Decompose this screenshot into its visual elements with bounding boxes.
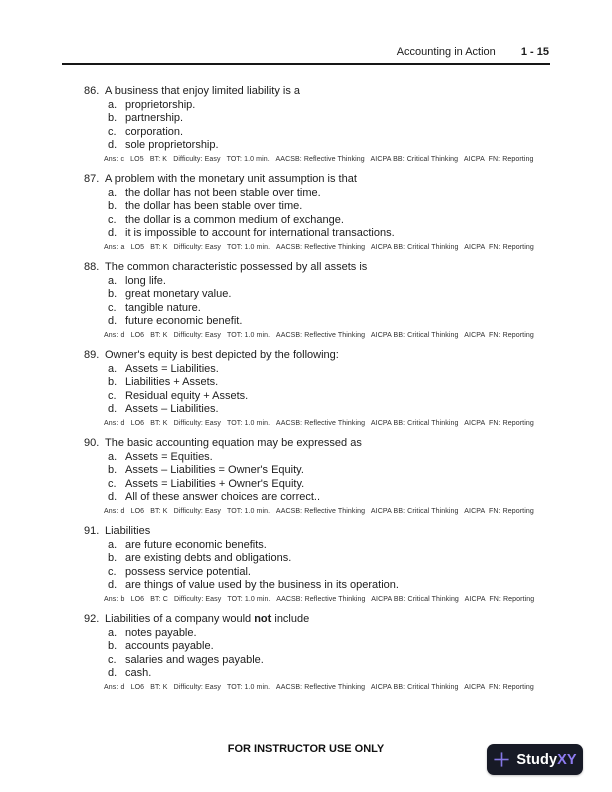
answer-metadata-line: Ans: d LO6 BT: K Difficulty: Easy TOT: 1.0 min. AACSB: Reflective Thinking AICPA BB: Critical Thinking AICPA FN: Reporting	[104, 332, 534, 339]
question-block	[0, 525, 572, 604]
question-stem-text: Liabilities of a company would	[105, 613, 255, 625]
option-letter: c.	[108, 125, 117, 138]
header-section-title: Accounting in Action	[396, 46, 496, 58]
question-stem	[105, 85, 572, 99]
answer-option	[108, 566, 572, 580]
brand-name-primary: Study	[516, 751, 558, 768]
header-page-number: 1 - 15	[520, 46, 549, 58]
option-letter: d.	[108, 227, 118, 239]
question-stem-text: The basic accounting equation may be expressed as	[105, 437, 362, 449]
question-stem	[105, 525, 572, 539]
option-text: are future economic benefits.	[125, 538, 267, 551]
question-block	[0, 85, 572, 164]
option-text: possess service potential.	[125, 565, 251, 578]
option-text: Liabilities + Assets.	[125, 376, 219, 388]
option-letter: c.	[108, 653, 117, 666]
question-stem-text: include	[271, 613, 310, 625]
answer-metadata-line: Ans: a LO5 BT: K Difficulty: Easy TOT: 1.0 min. AACSB: Reflective Thinking AICPA BB: Critical Thinking AICPA FN: Reporting	[104, 244, 534, 251]
option-text: are existing debts and obligations.	[125, 552, 292, 564]
option-text: accounts payable.	[125, 640, 214, 652]
option-text: Residual equity + Assets.	[125, 389, 249, 402]
option-letter: d.	[108, 315, 118, 327]
option-letter: b.	[108, 464, 118, 476]
option-text: future economic benefit.	[125, 315, 243, 327]
option-text: notes payable.	[125, 626, 197, 639]
answer-option	[108, 302, 572, 316]
option-text: great monetary value.	[125, 288, 232, 300]
question-stem-text: A problem with the monetary unit assumption is that	[105, 173, 357, 185]
option-letter: a.	[108, 274, 118, 287]
question-stem-text: Owner's equity is best depicted by the following:	[105, 349, 339, 361]
option-text: Assets – Liabilities = Owner's Equity.	[125, 464, 304, 476]
option-text: the dollar is a common medium of exchange.	[125, 213, 344, 226]
answer-metadata-line: Ans: d LO6 BT: K Difficulty: Easy TOT: 1.0 min. AACSB: Reflective Thinking AICPA BB: Critical Thinking AICPA FN: Reporting	[104, 508, 534, 515]
question-block	[0, 173, 572, 252]
question-block	[0, 437, 572, 516]
question-number: 88.	[84, 261, 100, 273]
answer-option	[108, 126, 572, 140]
answer-option	[108, 539, 572, 553]
brand-name	[516, 752, 576, 768]
option-text: the dollar has not been stable over time.	[125, 186, 321, 199]
option-letter: d.	[108, 139, 118, 151]
option-letter: c.	[108, 301, 117, 314]
question-block	[0, 613, 572, 692]
option-letter: b.	[108, 552, 118, 564]
question-number: 87.	[84, 173, 100, 185]
option-text: are things of value used by the business in its operation.	[125, 579, 399, 591]
answer-option	[108, 275, 572, 289]
option-letter: c.	[108, 565, 117, 578]
answer-option	[108, 579, 572, 593]
answer-option	[108, 187, 572, 201]
option-text: Assets = Liabilities.	[125, 362, 219, 375]
option-text: cash.	[125, 667, 152, 679]
answer-option	[108, 640, 572, 654]
question-block	[0, 261, 572, 340]
answer-option	[108, 214, 572, 228]
option-text: corporation.	[125, 125, 184, 138]
answer-metadata-line: Ans: b LO6 BT: C Difficulty: Easy TOT: 1.0 min. AACSB: Reflective Thinking AICPA BB: Critical Thinking AICPA FN: Reporting	[104, 596, 535, 603]
option-letter: d.	[108, 403, 118, 415]
option-letter: b.	[108, 376, 118, 388]
answer-option	[108, 315, 572, 329]
option-text: partnership.	[125, 112, 184, 124]
answer-option	[108, 667, 572, 681]
option-text: Assets = Equities.	[125, 450, 213, 463]
option-letter: a.	[108, 186, 118, 199]
option-text: All of these answer choices are correct..	[125, 491, 321, 503]
plus-icon	[493, 751, 510, 768]
option-text: tangible nature.	[125, 301, 201, 314]
answer-option	[108, 288, 572, 302]
question-stem	[105, 173, 572, 187]
question-stem-bold-text: not	[254, 613, 272, 625]
option-letter: c.	[108, 477, 117, 490]
option-letter: a.	[108, 538, 118, 551]
answer-option	[108, 112, 572, 126]
option-text: it is impossible to account for international transactions.	[125, 227, 395, 239]
question-stem-text: A business that enjoy limited liability is a	[105, 85, 301, 97]
answer-option	[108, 654, 572, 668]
answer-metadata-line: Ans: d LO6 BT: K Difficulty: Easy TOT: 1.0 min. AACSB: Reflective Thinking AICPA BB: Critical Thinking AICPA FN: Reporting	[104, 684, 534, 691]
option-letter: d.	[108, 491, 118, 503]
answer-option	[108, 552, 572, 566]
question-number: 92.	[84, 613, 100, 625]
option-letter: c.	[108, 389, 117, 402]
question-stem-text: The common characteristic possessed by all assets is	[105, 261, 368, 273]
option-text: Assets = Liabilities + Owner's Equity.	[125, 477, 305, 490]
answer-option	[108, 451, 572, 465]
option-letter: a.	[108, 98, 118, 111]
page-header	[62, 46, 549, 59]
answer-option	[108, 363, 572, 377]
question-stem	[105, 437, 572, 451]
questions-list	[0, 85, 572, 701]
studyxy-logo	[487, 744, 583, 775]
option-letter: a.	[108, 450, 118, 463]
answer-metadata-line: Ans: d LO6 BT: K Difficulty: Easy TOT: 1.0 min. AACSB: Reflective Thinking AICPA BB: Critical Thinking AICPA FN: Reporting	[104, 420, 534, 427]
question-stem	[105, 349, 572, 363]
option-letter: b.	[108, 288, 118, 300]
question-number: 89.	[84, 349, 100, 361]
answer-option	[108, 227, 572, 241]
option-letter: b.	[108, 200, 118, 212]
answer-option	[108, 390, 572, 404]
question-number: 86.	[84, 85, 100, 97]
option-letter: d.	[108, 667, 118, 679]
option-text: salaries and wages payable.	[125, 653, 264, 666]
option-text: proprietorship.	[125, 98, 196, 111]
answer-option	[108, 478, 572, 492]
answer-option	[108, 403, 572, 417]
answer-option	[108, 200, 572, 214]
option-text: sole proprietorship.	[125, 139, 219, 151]
option-letter: b.	[108, 112, 118, 124]
question-block	[0, 349, 572, 428]
answer-option	[108, 376, 572, 390]
option-text: long life.	[125, 274, 166, 287]
answer-metadata-line: Ans: c LO5 BT: K Difficulty: Easy TOT: 1.0 min. AACSB: Reflective Thinking AICPA BB: Critical Thinking AICPA FN: Reporting	[104, 156, 534, 163]
answer-option	[108, 99, 572, 113]
question-number: 90.	[84, 437, 100, 449]
question-number: 91.	[84, 525, 100, 537]
header-rule	[62, 63, 550, 65]
question-stem-text: Liabilities	[105, 525, 151, 537]
option-text: the dollar has been stable over time.	[125, 200, 303, 212]
answer-option	[108, 627, 572, 641]
option-letter: b.	[108, 640, 118, 652]
option-letter: d.	[108, 579, 118, 591]
option-letter: a.	[108, 362, 118, 375]
brand-name-secondary: XY	[557, 751, 577, 768]
question-stem	[105, 613, 572, 627]
answer-option	[108, 491, 572, 505]
answer-option	[108, 139, 572, 153]
option-letter: c.	[108, 213, 117, 226]
option-text: Assets – Liabilities.	[125, 403, 219, 415]
option-letter: a.	[108, 626, 118, 639]
instructor-use-notice: FOR INSTRUCTOR USE ONLY	[227, 743, 385, 755]
question-stem	[105, 261, 572, 275]
answer-option	[108, 464, 572, 478]
